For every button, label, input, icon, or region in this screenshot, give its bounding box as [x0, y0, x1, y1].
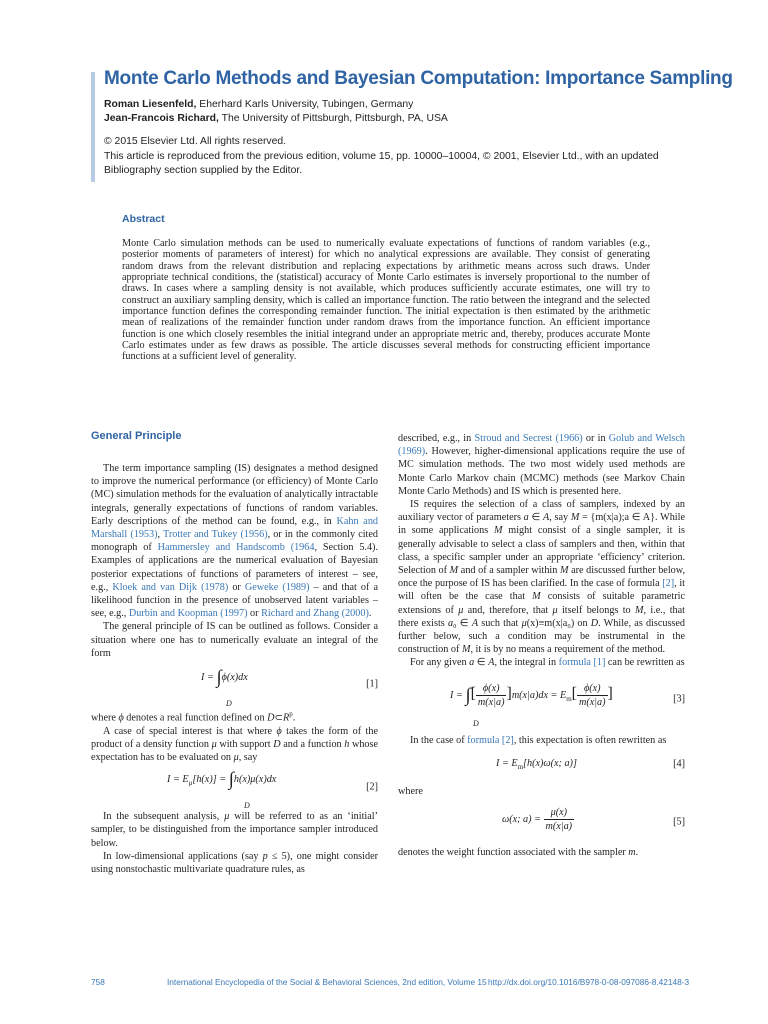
text: In the subsequent analysis,	[103, 811, 225, 823]
text: , the integral in	[494, 657, 559, 669]
math: M	[449, 565, 459, 577]
text: – and that of a likelihood function in the presence of unobserved latent variables – see, e.g.,	[91, 581, 378, 620]
text: , i.e., that there exists	[398, 604, 685, 629]
text: takes the form of the product of a density function	[91, 725, 378, 750]
paragraph	[91, 708, 378, 725]
equation-lhs: I = E	[496, 757, 518, 769]
fraction	[476, 682, 507, 709]
formula-link[interactable]: formula [1]	[558, 657, 606, 669]
paragraph	[398, 432, 685, 498]
text: , this expectation is often rewritten as	[513, 734, 667, 746]
text: and, therefore, that	[463, 604, 553, 616]
equation-rhs: [h(x)ω(x; a)]	[523, 757, 577, 769]
math: μ	[211, 738, 217, 750]
equation-number: [4]	[673, 758, 685, 770]
math: h	[344, 738, 350, 750]
header-accent-bar	[91, 72, 95, 182]
text: , say	[238, 752, 258, 764]
author-line-1	[104, 99, 413, 110]
math: m	[628, 847, 636, 859]
text: such that	[478, 617, 522, 629]
bracket: [	[470, 684, 476, 702]
citation-link[interactable]: Stroud and Secrest (1966)	[474, 433, 583, 444]
equation-lhs: I =	[201, 672, 217, 684]
math: M	[532, 591, 541, 603]
text: = {m(x|a);a ∈ A}. While in some applications	[398, 512, 685, 537]
equation-body	[496, 757, 577, 774]
citation-link[interactable]: Richard and Zhang (2000)	[261, 608, 369, 620]
integral-sign: ∫	[216, 667, 222, 689]
text: , say	[549, 512, 571, 524]
abstract-heading: Abstract	[122, 213, 165, 225]
text: ≤ 5), one might consider using nonstochastic multivariate quadrature rules, as	[91, 850, 378, 876]
text: can be rewritten as	[605, 657, 685, 669]
paragraph	[91, 462, 378, 620]
copyright-notice: © 2015 Elsevier Ltd. All rights reserved.	[104, 136, 287, 147]
author-affiliation: The University of Pittsburgh, Pittsburgh, PA, USA	[218, 113, 448, 124]
left-column	[91, 430, 378, 876]
text: In low-dimensional applications (say	[103, 850, 263, 862]
math: M	[559, 565, 569, 577]
math: a	[523, 512, 529, 524]
equation-3	[398, 670, 685, 728]
math: μ	[224, 811, 230, 823]
paragraph	[398, 734, 685, 747]
text: and of a sampler within	[458, 565, 560, 577]
equation-number: [3]	[673, 693, 685, 705]
text: will be referred to as an ‘initial’ sampler, to be distinguished from the importance sampler introduced below.	[91, 811, 378, 849]
text: For any given	[410, 657, 470, 669]
paragraph: where	[398, 785, 423, 797]
text: . However, higher-dimensional applications require the use of MC simulation methods. The two most widely used methods are Monte Carlo Markov chain (MCMC) methods (see Markov Chain Monte Carlo Methods) and IS which is presented here.	[398, 446, 685, 497]
paragraph	[398, 846, 685, 859]
paragraph	[91, 850, 378, 876]
equation-4	[398, 747, 685, 781]
math: m	[566, 694, 572, 703]
text: The term importance sampling (IS) designates a method designed to improve the numerical performance (or efficiency) of Monte Carlo (MC) simulation methods for the evaluation of analytically intractable integrals, generally expectations of functions of random variables. Early descriptions of the method can be found, e.g., in	[91, 463, 378, 527]
math: M	[494, 525, 503, 537]
math: A	[488, 657, 495, 669]
text: ₀ ∈	[453, 617, 472, 629]
author-affiliation: Eherhard Karls University, Tubingen, Germany	[196, 99, 414, 110]
equation-integrand: ϕ(x)dx	[221, 672, 248, 684]
equation-body	[450, 682, 613, 709]
footer-source: International Encyclopedia of the Social & Behavioral Sciences, 2nd edition, Volume 15	[167, 977, 487, 987]
math: R	[283, 712, 290, 724]
right-column	[398, 432, 685, 859]
equation-number: [5]	[673, 816, 685, 828]
doi-link[interactable]: http://dx.doi.org/10.1016/B978-0-08-097086-8.42148-3	[488, 977, 690, 987]
math: p	[289, 710, 293, 719]
math: μ	[233, 752, 239, 764]
text: described, e.g., in	[398, 433, 475, 444]
text: with support	[216, 738, 274, 750]
equation-number: [1]	[366, 678, 378, 690]
text: whose expectation has to be evaluated on	[91, 738, 379, 764]
math: M	[461, 644, 471, 656]
text: itself belongs to	[557, 604, 635, 616]
author-name: Roman Liesenfeld,	[104, 99, 197, 110]
denominator: m(x|a)	[477, 696, 505, 708]
math: a	[469, 657, 475, 669]
math: M	[635, 604, 644, 616]
integral-sign: ∫	[465, 684, 471, 706]
text: .	[368, 608, 372, 620]
text: A case of special interest is that where	[103, 725, 277, 737]
math: A	[543, 512, 550, 524]
text: .	[635, 847, 639, 859]
equation-number: [2]	[366, 781, 378, 793]
math: ϕ	[118, 712, 124, 724]
text: denotes a real function defined on	[123, 712, 268, 724]
article-title: Monte Carlo Methods and Bayesian Computation: Importance Sampling	[104, 68, 733, 89]
text: ⊂	[274, 712, 284, 724]
equation-body	[502, 806, 574, 833]
citation-link[interactable]: Geweke (1989)	[244, 581, 310, 593]
text: IS requires the selection of a class of samplers, indexed by an auxiliary vector of parameters	[398, 499, 685, 524]
text: ∈	[474, 657, 489, 669]
math: D	[273, 738, 281, 750]
paragraph: The general principle of IS can be outlined as follows. Consider a situation where one has to numerically evaluate an integral of the form	[91, 621, 378, 659]
math: A	[471, 617, 479, 629]
equation-mid: m(x|a)dx = E	[511, 689, 567, 701]
math: m	[517, 762, 524, 771]
integral-sign: ∫	[228, 769, 234, 791]
math: M	[570, 512, 580, 524]
paragraph	[91, 810, 378, 850]
text: denotes the weight function associated with the sampler	[398, 847, 629, 859]
bracket: ]	[506, 684, 512, 702]
equation-lhs: ω(x; a) =	[502, 814, 544, 826]
equation-2	[91, 764, 378, 810]
math: μ	[458, 604, 464, 616]
text: and a function	[280, 738, 345, 750]
text: or in	[582, 433, 609, 444]
citation-link[interactable]: Hammersley and Handscomb (1964	[157, 542, 315, 554]
equation-5	[398, 798, 685, 846]
math: ϕ	[276, 725, 282, 737]
numerator: ϕ(x)	[577, 682, 608, 696]
text: consists of suitable parametric extensions of	[398, 591, 685, 616]
formula-link[interactable]: [2]	[662, 578, 675, 590]
text: or	[247, 608, 262, 620]
author-name: Jean-Francois Richard,	[104, 113, 219, 124]
paragraph	[398, 656, 685, 669]
equation-body	[201, 667, 248, 689]
abstract-text: Monte Carlo simulation methods can be used to numerically evaluate expectations of functions of random variables (e.g., posterior moments of parameters of interest) for which no analytical expressions are available. They consist of generating random draws from the relevant distribution and replacing expectations by arithmetic means across such draws. Under appropriate technical conditions, the (statistical) accuracy of Monte Carlo estimates is inversely proportional to the number of draws. In cases where a sampling density is not available, which produces sufficiently accurate estimates, one will try to construct an auxiliary sampling density, which is called an importance function. The ratio between the integrand and the selected importance function defines the corresponding remainder function. The initial expectation is then estimated by the arithmetic mean of realizations of the remainder function under random draws from the importance function. An efficient importance function is one which closely resembles the initial integrand under an appropriate metric and, thereby, produces accurate Monte Carlo estimates under as few draws as possible. The article discusses several methods for constructing efficient importance functions at a sufficient level of generality.	[122, 238, 650, 363]
paragraph	[398, 498, 685, 656]
math: μ	[521, 617, 527, 629]
text: might consist of a single sampler, it is generally advisable to select a class of samplers and then, within that class, a specific sampler under an appropriate ‘efficiency’ criterion. Selection of	[398, 525, 685, 577]
paragraph	[91, 725, 378, 765]
bracket: [	[571, 684, 577, 702]
integral-domain: D	[244, 801, 250, 811]
text: ,	[157, 529, 163, 541]
author-line-2	[104, 113, 448, 124]
math: D	[267, 712, 275, 724]
math: μ	[552, 604, 558, 616]
text: . While, as discussed further below, such a condition may be instrumental in the construction of	[398, 617, 686, 656]
equation-lhs: I =	[450, 689, 466, 701]
text: are discussed further below, once the purpose of IS has been clarified. In the case of formula	[398, 565, 685, 590]
math: D	[590, 617, 599, 629]
text: (x)≡m(x|a₀) on	[526, 617, 591, 629]
text: , or in the commonly cited monograph of	[91, 529, 378, 554]
denominator: m(x|a)	[578, 696, 606, 708]
text: where	[91, 712, 119, 724]
fraction	[577, 682, 608, 709]
text: or	[228, 581, 245, 593]
equation-lhs: [h(x)] =	[192, 774, 229, 786]
section-heading-general-principle: General Principle	[91, 430, 182, 442]
bracket: ]	[607, 684, 613, 702]
equation-integrand: h(x)μ(x)dx	[233, 774, 277, 786]
integral-domain: D	[473, 718, 479, 728]
equation-1	[91, 660, 378, 708]
citation-link[interactable]: Kahn and Marshall (1953)	[91, 515, 379, 541]
page-number: 758	[91, 977, 105, 987]
reproduction-note: This article is reproduced from the previous edition, volume 15, pp. 10000–10004, © 2001, Elsevier Ltd., with an updated Bibliography section supplied by the Editor.	[104, 151, 659, 176]
text: ∈	[528, 512, 544, 524]
math: p	[262, 850, 268, 862]
math: a	[447, 617, 454, 629]
citation-link[interactable]: Durbin and Koopman (1997)	[128, 608, 248, 620]
citation-link[interactable]: Kloek and van Dijk (1978)	[112, 581, 229, 593]
equation-body	[167, 770, 276, 790]
text: , Section 5.4). Examples of applications are the numerical evaluation of Bayesian posterior expectations of functions of parameters of interest – see, e.g.,	[91, 542, 378, 593]
numerator: μ(x)	[544, 806, 575, 820]
text: , it is by no means a requirement of the method.	[470, 644, 666, 656]
numerator: ϕ(x)	[476, 682, 507, 696]
text: .	[292, 712, 296, 724]
citation-link[interactable]: Trotter and Tukey (1956)	[162, 529, 268, 541]
math: μ	[188, 779, 193, 788]
denominator: m(x|a)	[545, 821, 573, 833]
formula-link[interactable]: formula [2]	[467, 734, 514, 746]
text: In the case of	[410, 734, 468, 746]
fraction	[544, 806, 575, 833]
integral-domain: D	[226, 699, 232, 709]
equation-lhs: I = E	[167, 774, 189, 786]
text: , it will often be the case that	[398, 578, 685, 603]
citation-link[interactable]: Golub and Welsch (1969)	[398, 433, 685, 458]
